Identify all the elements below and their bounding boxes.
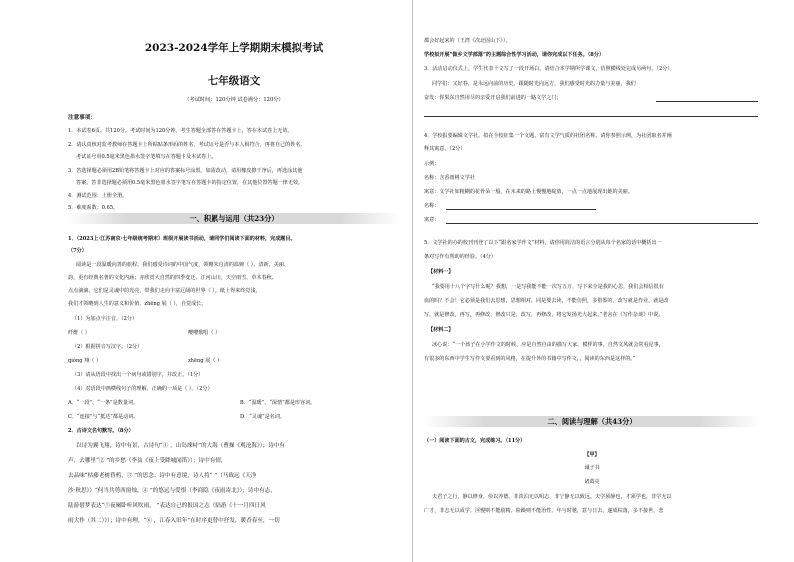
example-meaning: 寓意：文学社如粗糊的花骨朵一般，在未来的路上慢慢地绽放，一点一点地展现出她的美丽。 — [424, 189, 633, 195]
q3-stem: 3．活动启动仪式上，学生代表十文写了一段开场白，请结合本学期所学课文，仿照横线处完成另两句。（2分） — [424, 66, 673, 72]
q1-sub1: （1）为加点字注音。（2分） — [72, 316, 138, 322]
q1-sub3: （3）请从语段中找出一个病句或错别字，并改正。（1分） — [72, 372, 204, 378]
q2-line: 雨大作（其二）》）；诗中有理，“⑥ ，江春入旧年”在时序更替中抒发，暖香春至，一切 — [68, 518, 280, 524]
q5-stem: 5．文学社的办的校刊刊登了以下“跟名家学作文”材料，请你用简洁的语言分别从每个名家的话中概括出一 — [424, 240, 662, 246]
q2-line: 去品味“枯藤老树昏鸦，③ ”的思念；诗中有意境，诗人将“ ”（马致远《天净 — [68, 473, 257, 479]
material1-label: 【材料一】 — [428, 269, 454, 275]
q1-sub1-item: 嘤嘤歌唱（ ） — [188, 330, 221, 336]
q2-line: 以诗为翼飞翔，诗中有景，古诗句“① ，山岛竦峙”的大海（曹操《观沧海》）；诗中有 — [76, 443, 285, 449]
q2-line: 沙·秋思》）“何当共剪西窗烛，④ ”的悠远与爱恨（李商隐《夜雨寄北》）；诗中有志， — [68, 488, 276, 494]
q1-sub1-item: 纤维（ ） — [68, 330, 90, 336]
answer-underline — [424, 116, 758, 117]
note-item: 2．请认真核对监考教师在答题卡上所粘贴条形码的姓名、考试证号是否与本人相符合，再将自己的姓名、 — [68, 142, 306, 148]
right-line: 都会好起来的（王湾《次北固山下》）。 — [424, 38, 511, 44]
q1-sub2-item: qióng 翔（ ） — [68, 358, 102, 364]
example-label: 示例： — [424, 161, 440, 167]
q2-line: 声，去哪里“② ”的乡愁（李益《夜上受降城闻笛》）；诗中有情， — [68, 458, 227, 464]
answer-name-label: 名称： — [424, 203, 440, 209]
q1-passage-line: 韵，更有经典名著的文化内涵；亦欣赏大自然的四季变迁，江河山川，天空雨雪、草木春秋、 — [68, 275, 277, 281]
section2-banner: 二、阅读与理解（共43分） — [424, 416, 760, 427]
note-item: 1．本试卷6页。共120分。考试时间为120分钟。考生答题全部答在答题卡上，答在本试卷上无效。 — [68, 128, 293, 134]
answer-meaning-underline — [446, 223, 758, 224]
material2-line: 冰心说：“一个孩子在小学作文的时候，应是自然自由的描写大家、模样的事。自然文风就会常看见事， — [432, 342, 664, 348]
material2-line: 有很多的东西中学生写作文要看到的风格，在提升外的书籍中写作文，，阅读的东西是这样的。” — [424, 356, 636, 362]
answer-meaning-label: 寓意： — [424, 217, 440, 223]
q4-stem: 释其寓意。（2分） — [424, 146, 466, 152]
passage-line: 夫君子之行，静以修身，俭以养德。非淡泊无以明志，非宁静无以致远。夫学须静也，才须学也，非学无以 — [432, 494, 672, 500]
q1-passage-line: 我们才领略到人生的意义和价值，zhēng 展（ ），自觉成长。 — [68, 301, 207, 307]
note-item: 4．测试范围：上册全册。 — [68, 193, 128, 199]
q1-passage-line: 阅读是一段温暖向善的旅程。我们感受诗词的中国气度，领略朱自清的温婉（ ）。清新、美丽、 — [76, 262, 290, 268]
q1-option-d: D．“灵魂”是名词。 — [240, 414, 285, 420]
material1-line: 血的吗？不会！它必须是我们去思想，思想相对，同是要去读，不能仿照，多借鉴的，改写就是作业，就是改 — [424, 298, 669, 304]
q2-stem: 2．古诗文名句默写。（8分） — [68, 428, 134, 434]
text-author: 诸葛亮 — [584, 479, 600, 485]
q1-passage-line: 点点滴滴，它们是灵魂中的光亮，带我们走向丰富辽阔的世界（ ）。纸上得来终觉浅， — [68, 288, 261, 294]
q3-text: 奋发：你果东自然用尽的亲爱开启我们前进的一路文学之门； — [424, 95, 562, 101]
left-column — [68, 0, 400, 562]
note-item: 考试证号用0.5毫米黑色墨水签字笔填写在答题卡及本试卷上。 — [76, 154, 217, 160]
note-item: 3．答选择题必须用2B铅笔将答题卡上对应的答案标号涂黑。如需改动，请用橡皮擦干净后，再选涂其他 — [68, 168, 303, 174]
material1-line: “我要用十八个字写什么呢？我想，一是写我能不能一次写五万，写下来全是我的心思，我们会相信很有 — [432, 284, 664, 290]
exam-info: （考试时间：120分钟 试卷满分：120分） — [184, 97, 284, 103]
q2-line: 陆游借梦表达“⑤夜阑卧听风吹雨， ”表达自己的报国之志（陆游《十一月四日风 — [68, 503, 266, 509]
q1-sub4: （4）对语段中画横线句子的理解，正确的一项是（ ）。（2分） — [72, 386, 213, 392]
q4-stem: 4．学校报要编辑文学社，拟在全校征集一个文题、富有文学气质的社团名称，请你参照示例，为社团取名并阐 — [424, 133, 672, 139]
example-name: 名称：含香雨桃文学社 — [424, 175, 475, 181]
q3-text: 同学们：又好春，是永远向前的历史，跟随时光向远方，我们感受时光的力量与美丽，我们 — [432, 81, 636, 87]
answer-name-underline — [446, 209, 596, 210]
passage-line: 广才，非志无以成学。淫慢则不能励精，险躁则不能治性。年与时驰，意与日去，遂成枯落，多不接世，悲 — [424, 508, 664, 514]
notes-heading: 注意事项： — [68, 115, 96, 121]
q1-option-a: A．“一段”、“一条”是数量词。 — [68, 400, 139, 406]
material1-line: 写，就是修改，再写，再修改，修改只是，改写，再修改，将它发扬光大起来。”老舍在《写作杂谈》中说。 — [424, 312, 664, 318]
note-item: 5．难度系数：0.65。 — [68, 205, 119, 211]
exam-title: 2023-2024学年上学期期末模拟考试 — [144, 42, 324, 54]
q1-option-c: C．“连接”与“抵达”都是动词。 — [68, 414, 139, 420]
q1-sub2-item: zhēng 展（ ） — [188, 358, 223, 364]
right-column — [424, 0, 760, 562]
task-intro: 学校拟开展“做乡文学部落”的主题综合性学习活动，请你完成以下任务。（8分） — [424, 52, 605, 58]
section1-banner: 一、积累与运用（共23分） — [68, 213, 400, 224]
material2-label: 【材料二】 — [428, 327, 454, 333]
q1-stem: 1．（2023上·江苏南京·七年级统考期末）班级开展读书活动，请同学们阅读下面的材料，完成题目。 — [68, 236, 296, 242]
q1-option-b: B．“温暖”、“深情”都是形容词。 — [240, 400, 316, 406]
q5-stem: 条对写作有帮助的经验。（4分） — [424, 254, 497, 260]
column-divider — [412, 0, 413, 562]
jia-label: 【甲】 — [584, 452, 600, 458]
q1-sub2: （2）根据拼音写汉字。（2分） — [72, 344, 143, 350]
q1-score: （7分） — [68, 248, 87, 254]
answer-underline — [656, 101, 758, 102]
reading-stem: （一）阅读下面的古文，完成练习。（11分） — [424, 438, 526, 444]
text-title: 诫子书 — [584, 465, 600, 471]
note-item: 答案。答非选择题必须用0.5毫米黑色墨水签字笔写在答题卡的指定位置，在其他位置答题一律无效。 — [76, 180, 304, 186]
exam-subject: 七年级语文 — [207, 75, 261, 87]
